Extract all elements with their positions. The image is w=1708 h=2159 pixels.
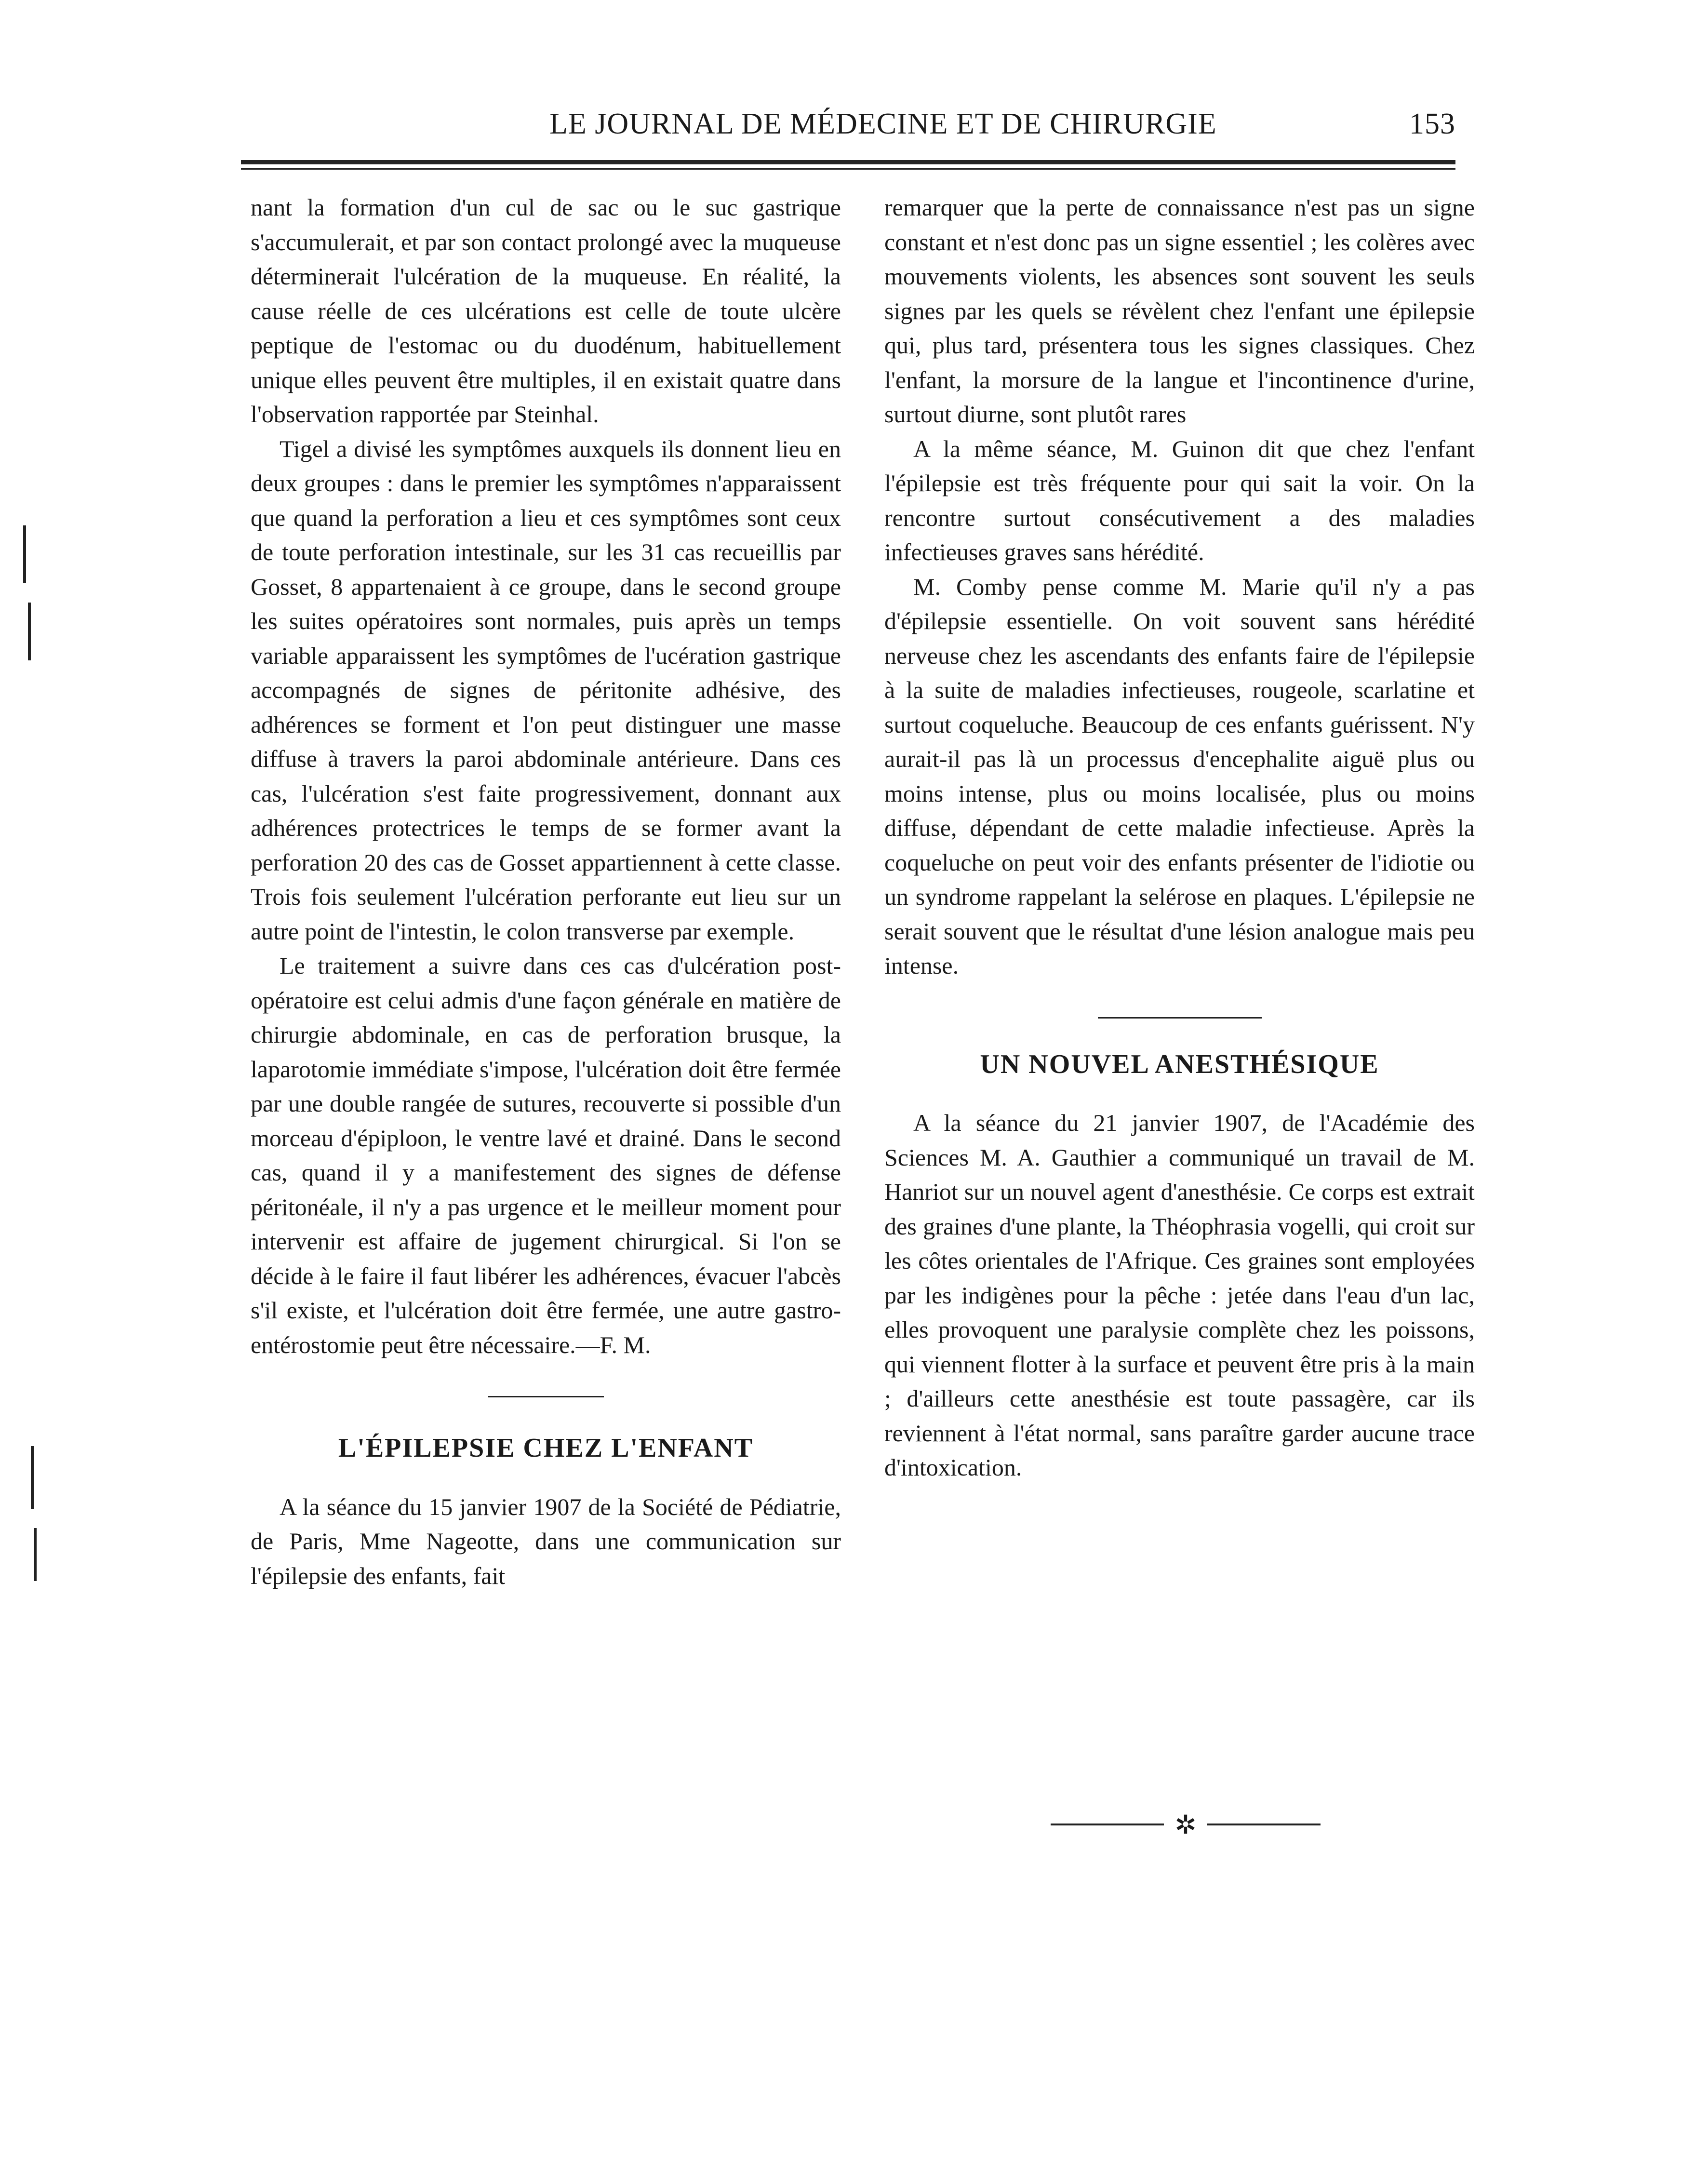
margin-mark [28,603,31,660]
ornament-line [1051,1824,1164,1825]
star-ornament-icon: ✲ [1174,1810,1197,1839]
section-title: UN NOUVEL ANESTHÉSIQUE [980,1049,1379,1079]
journal-title: LE JOURNAL DE MÉDECINE ET DE CHIRURGIE [549,107,1217,140]
paragraph: A la séance du 15 janvier 1907 de la Société de Pédiatrie, de Paris, Mme Nageotte, dans une communication sur l'épilepsie des enfants, fait [251,1493,841,1589]
section-title: L'ÉPILEPSIE CHEZ L'ENFANT [338,1433,754,1463]
running-header [241,107,1455,150]
page-number: 153 [1409,107,1455,140]
left-column [251,190,841,1593]
right-column [884,190,1475,1485]
paragraph: M. Comby pense comme M. Marie qu'il n'y a pas d'épilepsie essentielle. On voit souvent sans hérédité nerveuse chez les ascendants des enfants faire de l'épilepsie à la suite de maladies infectieuses, rougeole, scarlatine et surtout coqueluche. Beaucoup de ces enfants guérissent. N'y aurait-il pas là un processus d'encephalite aiguë plus ou moins intense, plus ou moins localisée, plus ou moins diffuse, dépendant de cette maladie infectieuse. Après la coqueluche on peut voir des enfants présenter de l'idiotie ou un syndrome rappelant la selérose en plaques. L'épilepsie ne serait souvent que le résultat d'une lésion analogue mais peu intense. [884,573,1475,979]
paragraph: nant la formation d'un cul de sac ou le suc gastrique s'accumulerait, et par son contact prolongé avec la muqueuse déterminerait l'ulcération de la muqueuse. En réalité, la cause réelle de ces ulcérations est celle de toute ulcère peptique de l'estomac ou du duodénum, habituellement unique elles peuvent être multiples, il en existait quatre dans l'observation rapportée par Steinhal. [251,194,841,428]
margin-mark [31,1446,34,1509]
end-ornament [1051,1812,1321,1837]
margin-mark [34,1528,37,1581]
paragraph: A la séance du 21 janvier 1907, de l'Académie des Sciences M. A. Gauthier a communiqué un travail de M. Hanriot sur un nouvel agent d'anesthésie. Ce corps est extrait des graines d'une plante, la Théophrasia vogelli, qui croit sur les côtes orientales de l'Afrique. Ces graines sont employées par les indigènes pour la pêche : jetée dans l'eau d'un lac, elles provoquent une paralysie complète chez les poissons, qui viennent flotter à la surface et peuvent être pris à la main ; d'ailleurs cette anesthésie est toute passagère, car ils reviennent à l'état normal, sans paraître garder aucune trace d'intoxication. [884,1109,1475,1481]
paragraph: Le traitement a suivre dans ces cas d'ulcération post-opératoire est celui admis d'une façon générale en matière de chirurgie abdominale, en cas de perforation brusque, la laparotomie immédiate s'impose, l'ulcération doit être fermée par une double rangée de sutures, recouverte si possible d'un morceau d'épiploon, le ventre lavé et drainé. Dans le second cas, quand il y a manifestement des signes de défense péritonéale, il n'y a pas urgence et le meilleur moment pour intervenir est affaire de jugement chirurgical. Si l'on se décide à le faire il faut libérer les adhérences, évacuer l'abcès s'il existe, et l'ulcération doit être fermée, une autre gastro-entérostomie peut être nécessaire.—F. M. [251,952,841,1358]
header-rule-thin [241,168,1455,170]
margin-mark [23,525,26,583]
paragraph: Tigel a divisé les symptômes auxquels ils donnent lieu en deux groupes : dans le premier les symptômes n'apparaissent que quand la perforation a lieu et ces symptômes sont ceux de toute perforation intestinale, sur les 31 cas recueillis par Gosset, 8 appartenaient à ce groupe, dans le second groupe les suites opératoires sont normales, puis après un temps variable apparaissent les symptômes de l'ucération gastrique accompagnés de signes de péritonite adhésive, des adhérences se forment et l'on peut distinguer une masse diffuse à travers la paroi abdominale antérieure. Dans ces cas, l'ulcération s'est faite progressivement, donnant aux adhérences protectrices le temps de se former avant la perforation 20 des cas de Gosset appartiennent à cette classe. Trois fois seulement l'ulcération perforante eut lieu sur un autre point de l'intestin, le colon transverse par exemple. [251,435,841,945]
section-separator [1098,1017,1262,1019]
ornament-line [1207,1824,1321,1825]
paragraph: A la même séance, M. Guinon dit que chez l'enfant l'épilepsie est très fréquente pour qui sait la voir. On la rencontre surtout consécutivement a des maladies infectieuses graves sans hérédité. [884,435,1475,565]
paragraph: remarquer que la perte de connaissance n'est pas un signe constant et n'est donc pas un signe essentiel ; les colères avec mouvements violents, les absences sont souvent les seuls signes par les quels se révèlent chez l'enfant une épilepsie qui, plus tard, présentera tous les signes classiques. Chez l'enfant, la morsure de la langue et l'incontinence d'urine, surtout diurne, sont plutôt rares [884,194,1475,428]
section-separator [488,1396,604,1397]
header-rule-thick [241,160,1455,164]
